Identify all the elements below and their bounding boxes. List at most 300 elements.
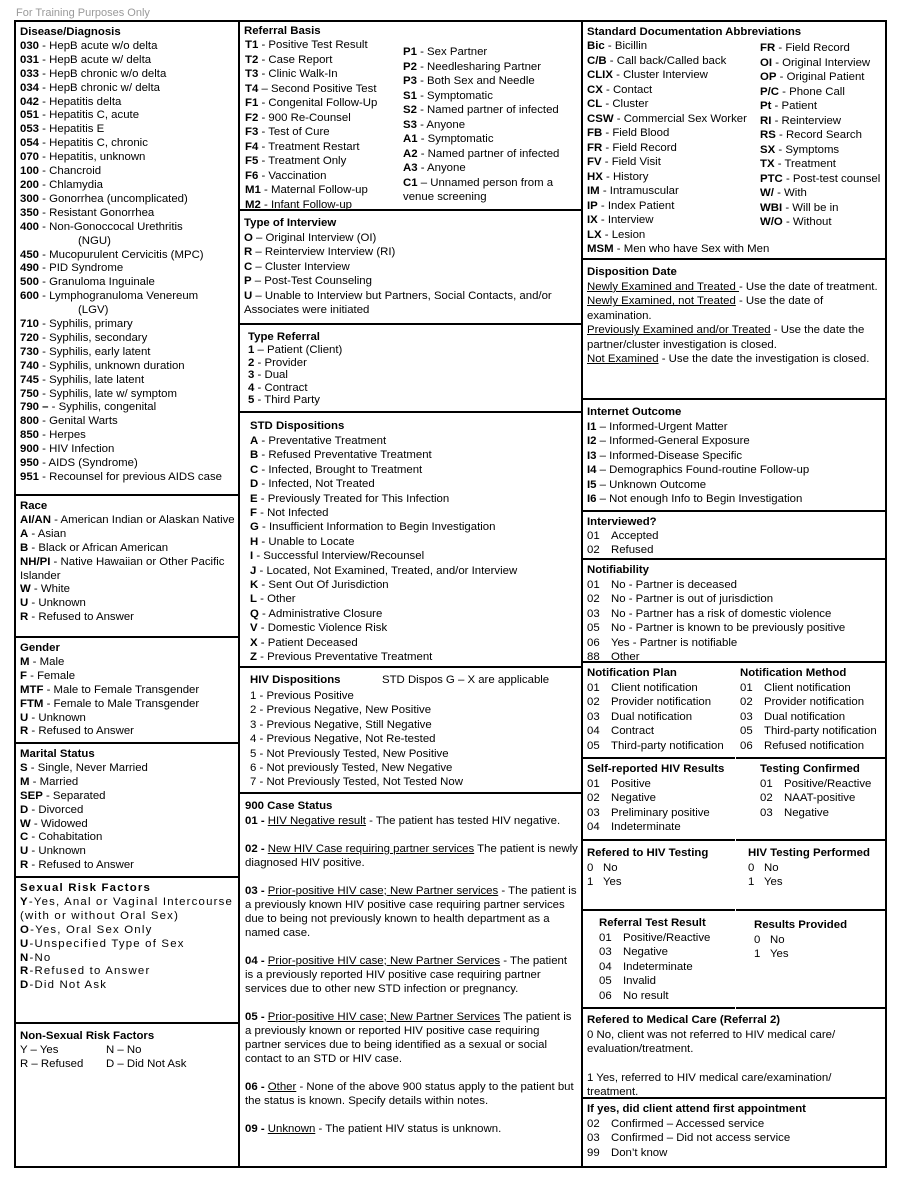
sexual-risk-label: Unspecified Type of Sex xyxy=(34,937,185,950)
disease-item: 100 - Chancroid xyxy=(20,165,102,178)
abbreviation-left-item: FV - Field Visit xyxy=(587,156,661,168)
std-disposition-code: V xyxy=(250,622,258,635)
notifiability-code: 02 xyxy=(587,593,600,606)
disease-code: 033 xyxy=(20,67,40,80)
sexual-risk-item: R-Refused to Answer xyxy=(20,965,151,978)
abbreviation-left-code: IX xyxy=(587,214,598,226)
referred-hiv-testing-label: No xyxy=(603,861,618,874)
std-disposition-item: X - Patient Deceased xyxy=(250,636,358,649)
referral-test-result-list xyxy=(599,931,735,1004)
case-900-code: 02 - xyxy=(245,842,268,855)
notifiability-section xyxy=(583,560,885,663)
reference-sheet xyxy=(14,20,887,1168)
disease-code: 200 xyxy=(20,178,40,191)
referral-basis-left-item: T1 - Positive Test Result xyxy=(245,39,368,51)
referral-basis-left-code: F5 xyxy=(245,155,259,167)
race-section xyxy=(16,496,238,638)
notifiability-label: Yes - Partner is notifiable xyxy=(611,636,738,649)
interviewed-item xyxy=(587,530,885,544)
gender-code: MTF xyxy=(20,683,44,696)
disease-item: 031 - HepB acute w/ delta xyxy=(20,53,152,66)
case-900-code: 05 - xyxy=(245,1010,268,1023)
abbreviation-right-item: WBI - Will be in xyxy=(760,201,839,214)
interviewed-title: Interviewed? xyxy=(587,516,657,528)
abbreviation-right-label: Treatment xyxy=(784,158,836,170)
sexual-risk-code: R xyxy=(20,965,30,978)
abbreviation-right-code: RI xyxy=(760,114,772,127)
disease-item: 720 - Syphilis, secondary xyxy=(20,331,148,344)
gender-label: Female xyxy=(37,669,76,682)
race-label: Black or African American xyxy=(38,541,169,554)
first-appointment-list xyxy=(587,1117,885,1161)
referral-basis-left-code: F3 xyxy=(245,126,259,138)
notifiability-item xyxy=(587,621,885,636)
std-disposition-code: X xyxy=(250,636,258,649)
disease-item: 051 - Hepatitis C, acute xyxy=(20,109,140,122)
disposition-date-desc: - Use the date of examination. xyxy=(587,295,824,322)
nonsexual-risk-section xyxy=(16,1024,238,1166)
case-900-item xyxy=(245,1122,578,1136)
marital-code: R xyxy=(20,859,29,872)
std-disposition-item: V - Domestic Violence Risk xyxy=(250,622,388,635)
abbreviation-left-code: FV xyxy=(587,156,602,168)
disease-code: 745 xyxy=(20,373,40,386)
case-900-desc: - None of the above 900 status apply to the patient but the status is known. Specify details within notes. xyxy=(245,1080,574,1107)
abbreviation-left-code: C/B xyxy=(587,54,607,67)
notifiability-item xyxy=(587,592,885,607)
disease-item: 400 - Non-Gonoccocal Urethritis xyxy=(20,220,183,233)
internet-outcome-section xyxy=(583,400,885,512)
type-referral-item: 4 - Contract xyxy=(248,381,308,394)
referral-basis-right-item: A2 - Named partner of infected xyxy=(403,147,560,160)
disease-label: HepB chronic w/o delta xyxy=(49,67,167,80)
testing-confirmed-label: Positive/Reactive xyxy=(784,777,872,790)
abbreviation-left-code: CSW xyxy=(587,112,614,125)
notification-plan-item xyxy=(587,739,735,754)
sexual-risk-item: Y-Yes, Anal or Vaginal Intercourse (with or without Oral Sex) xyxy=(20,895,234,922)
abbreviation-right-code: Pt xyxy=(760,100,772,112)
marital-code: W xyxy=(20,817,31,830)
race-label: Native Hawaiian or Other Pacific Islander xyxy=(20,555,225,582)
abbreviation-right-code: TX xyxy=(760,158,775,170)
first-appointment-item xyxy=(587,1117,885,1132)
abbreviation-left-code: Bic xyxy=(587,40,605,52)
testing-confirmed-title: Testing Confirmed xyxy=(760,763,860,775)
std-dispositions-list xyxy=(250,434,581,665)
notification-plan-code: 02 xyxy=(587,696,600,709)
marital-item: D - Divorced xyxy=(20,803,84,816)
nonsexual-risk-title: Non-Sexual Risk Factors xyxy=(20,1030,155,1042)
disease-item: 790 – - Syphilis, congenital xyxy=(20,401,157,414)
marital-label: Married xyxy=(39,775,79,788)
first-appointment-item xyxy=(587,1146,885,1161)
disease-item: 034 - HepB chronic w/ delta xyxy=(20,81,160,94)
disease-item: 053 - Hepatitis E xyxy=(20,123,105,136)
referral-test-result-section xyxy=(583,911,735,1009)
disease-item: 300 - Gonorrhea (uncomplicated) xyxy=(20,192,188,205)
disease-label: HepB chronic w/ delta xyxy=(49,81,160,94)
notification-plan-item xyxy=(587,710,735,725)
abbreviation-right-code: OP xyxy=(760,71,777,83)
hiv-testing-performed-list xyxy=(748,861,885,890)
case-900-code: 06 - xyxy=(245,1080,268,1093)
disease-code: 400 xyxy=(20,220,40,233)
abbreviation-right-item: Pt - Patient xyxy=(760,100,817,112)
abbreviation-left-item: FB - Field Blood xyxy=(587,127,670,139)
marital-item: W - Widowed xyxy=(20,817,88,830)
marital-label: Refused to Answer xyxy=(38,859,134,872)
std-disposition-code: G xyxy=(250,521,259,534)
gender-item: M - Male xyxy=(20,655,65,668)
disease-label: Chlamydia xyxy=(49,178,103,191)
abbreviation-left-label: Field Visit xyxy=(611,156,661,168)
disposition-date-item xyxy=(587,294,881,323)
std-dispositions-section xyxy=(240,413,581,668)
abbreviation-right-code: P/C xyxy=(760,85,779,98)
referral-basis-left-code: T2 xyxy=(245,53,259,66)
disease-label: Gonorrhea (uncomplicated) xyxy=(49,192,188,205)
case-900-list xyxy=(245,814,578,1136)
race-item: U - Unknown xyxy=(20,597,86,610)
hiv-dispositions-list xyxy=(250,689,581,790)
abbreviation-left-item: IP - Index Patient xyxy=(587,199,675,212)
referral-basis-right-code: S3 xyxy=(403,118,417,131)
nonsexual-refused: R – Refused xyxy=(20,1057,84,1070)
race-title: Race xyxy=(20,500,48,512)
std-disposition-code: B xyxy=(250,449,259,462)
disease-label: Syphilis, secondary xyxy=(49,331,148,344)
hiv-disposition-item: 6 - Not previously Tested, New Negative xyxy=(250,762,453,775)
results-provided-item xyxy=(754,947,885,962)
referral-basis-right-item: S2 - Named partner of infected xyxy=(403,104,559,116)
disposition-date-label: Not Examined xyxy=(587,353,659,366)
sexual-risk-item: U-Unspecified Type of Sex xyxy=(20,937,185,950)
race-code: B xyxy=(20,541,29,554)
race-label: American Indian or Alaskan Native xyxy=(60,513,235,526)
case-900-desc: - The patient is a previously reported HIV positive case requiring partner services due to other new STD infection or pregnancy. xyxy=(245,954,568,995)
notification-method-code: 06 xyxy=(740,739,753,752)
abbreviation-left-code: CX xyxy=(587,83,603,96)
race-item: NH/PI - Native Hawaiian or Other Pacific Islander xyxy=(20,555,225,582)
interviewed-list xyxy=(587,530,885,558)
disease-code: 500 xyxy=(20,276,40,289)
gender-section xyxy=(16,638,238,744)
disposition-date-desc: - Use the date of treatment. xyxy=(738,280,878,293)
abbreviation-left-item: CSW - Commercial Sex Worker xyxy=(587,112,747,125)
first-appointment-title: If yes, did client attend first appointment xyxy=(587,1103,806,1115)
disease-list xyxy=(20,40,238,485)
gender-item: U - Unknown xyxy=(20,711,86,724)
gender-item: MTF - Male to Female Transgender xyxy=(20,683,200,696)
referred-hiv-testing-code: 1 xyxy=(587,876,594,889)
case-900-desc: The patient is a previously known or reported HIV positive case requiring partner services due to being identified as a sexual or social contact to an STD or HIV case. xyxy=(245,1010,572,1065)
abbreviation-left-label: Cluster Interview xyxy=(623,69,708,81)
self-reported-hiv-label: Positive xyxy=(611,777,651,790)
referred-hiv-testing-list xyxy=(587,861,735,890)
notifiability-code: 05 xyxy=(587,622,600,635)
referral-basis-left-item: T4 – Second Positive Test xyxy=(245,82,377,95)
std-disposition-code: K xyxy=(250,579,259,592)
hiv-testing-performed-item xyxy=(748,875,885,890)
disease-item: 800 - Genital Warts xyxy=(20,415,118,428)
notification-plan-item xyxy=(587,724,735,739)
testing-confirmed-code: 02 xyxy=(760,792,773,805)
disease-item: 750 - Syphilis, late w/ symptom xyxy=(20,387,178,400)
race-item: B - Black or African American xyxy=(20,541,169,554)
referral-test-result-item xyxy=(599,989,735,1004)
self-reported-hiv-code: 01 xyxy=(587,777,600,790)
referral-basis-left-code: M1 xyxy=(245,184,261,196)
gender-item: R - Refused to Answer xyxy=(20,725,134,738)
referral-basis-right-code: A1 xyxy=(403,133,418,145)
first-appointment-code: 03 xyxy=(587,1132,600,1145)
abbreviation-left-code: FB xyxy=(587,127,603,139)
abbreviation-left-code: CL xyxy=(587,98,603,110)
marital-code: M xyxy=(20,775,30,788)
referral-basis-left-item: F6 - Vaccination xyxy=(245,169,327,182)
disease-item: 710 - Syphilis, primary xyxy=(20,318,133,331)
sexual-risk-label: Yes, Anal or Vaginal Intercourse (with or without Oral Sex) xyxy=(20,895,234,922)
race-code: R xyxy=(20,611,29,624)
referral-basis-right xyxy=(403,45,581,205)
first-appointment-code: 99 xyxy=(587,1146,600,1159)
abbreviation-left-label: Index Patient xyxy=(607,199,675,212)
abbreviation-left-label: Bicillin xyxy=(614,40,648,52)
referral-basis-left-item: F1 - Congenital Follow-Up xyxy=(245,97,378,109)
referred-hiv-testing-item xyxy=(587,861,735,876)
case-900-code: 09 - xyxy=(245,1122,268,1135)
std-disposition-item: J - Located, Not Examined, Treated, and/or Interview xyxy=(250,564,518,577)
abbreviations-section xyxy=(583,22,885,260)
abbreviation-right-label: Original Patient xyxy=(786,71,865,83)
notification-plan-code: 05 xyxy=(587,739,600,752)
gender-code: R xyxy=(20,725,29,738)
abbreviation-right-item: PTC - Post-test counsel xyxy=(760,172,881,185)
abbreviation-left-label: Lesion xyxy=(611,228,646,241)
abbreviation-left-item: IM - Intramuscular xyxy=(587,185,679,197)
disease-label: Hepatitis delta xyxy=(49,95,122,108)
notification-plan-label: Provider notification xyxy=(611,696,712,709)
disease-code: 350 xyxy=(20,206,40,219)
hiv-testing-performed-item xyxy=(748,861,885,876)
referral-basis-right-item: A1 - Symptomatic xyxy=(403,133,494,145)
std-disposition-item: D - Infected, Not Treated xyxy=(250,478,375,491)
sexual-risk-item: D-Did Not Ask xyxy=(20,979,108,992)
disease-item: 900 - HIV Infection xyxy=(20,443,115,456)
abbreviation-right-code: OI xyxy=(760,56,773,69)
marital-code: S xyxy=(20,761,28,774)
abbreviation-right-code: W/ xyxy=(760,187,774,199)
sexual-risk-code: U xyxy=(20,937,30,950)
referral-basis-right-code: P2 xyxy=(403,60,417,73)
referral-test-result-item xyxy=(599,974,735,989)
sexual-risk-label: Did Not Ask xyxy=(34,979,108,992)
notifiability-label: No - Partner is out of jurisdiction xyxy=(611,593,774,606)
abbreviation-left-item: Bic - Bicillin xyxy=(587,40,648,52)
notifiability-label: No - Partner is known to be previously positive xyxy=(611,622,846,635)
disease-label: Syphilis, late latent xyxy=(49,373,145,386)
sexual-risk-item: O-Yes, Oral Sex Only xyxy=(20,923,153,936)
disease-label: Lymphogranuloma Venereum xyxy=(49,290,199,303)
disease-label: Genital Warts xyxy=(49,415,118,428)
disease-code: 850 xyxy=(20,429,40,442)
disease-item: 033 - HepB chronic w/o delta xyxy=(20,67,167,80)
referral-basis-right-code: C1 xyxy=(403,176,418,189)
gender-item: FTM - Female to Male Transgender xyxy=(20,697,200,710)
std-disposition-item: Z - Previous Preventative Treatment xyxy=(250,651,433,664)
notification-plan-item xyxy=(587,695,735,710)
case-900-code: 03 - xyxy=(245,884,268,897)
race-code: W xyxy=(20,583,31,596)
sexual-risk-title: Sexual Risk Factors xyxy=(20,882,152,894)
abbreviation-left-code: MSM xyxy=(587,243,614,255)
abbreviation-right-code: W/O xyxy=(760,216,783,228)
hiv-testing-performed-code: 1 xyxy=(748,876,755,889)
referred-hiv-testing-item xyxy=(587,875,735,890)
first-appointment-item xyxy=(587,1131,885,1146)
abbreviation-right-label: Field Record xyxy=(785,42,850,54)
disease-item: 042 - Hepatitis delta xyxy=(20,95,122,108)
notifiability-label: No - Partner has a risk of domestic violence xyxy=(611,607,832,620)
self-reported-hiv-item xyxy=(587,791,735,806)
disease-code: 720 xyxy=(20,331,40,344)
disease-label: HepB acute w/ delta xyxy=(49,53,152,66)
disease-code: 750 xyxy=(20,387,40,400)
disease-item: 850 - Herpes xyxy=(20,429,86,442)
disposition-date-label: Newly Examined, not Treated xyxy=(587,295,736,308)
marital-code: D xyxy=(20,803,29,816)
referral-basis-left-item: F4 - Treatment Restart xyxy=(245,140,360,153)
interview-type-list xyxy=(244,231,581,318)
abbreviation-left-label: Field Blood xyxy=(612,127,670,139)
hiv-testing-performed-section xyxy=(736,841,885,911)
type-referral-item: 2 - Provider xyxy=(248,356,307,369)
results-provided-code: 0 xyxy=(754,933,761,946)
marital-code: SEP xyxy=(20,789,43,802)
sexual-risk-label: Yes, Oral Sex Only xyxy=(35,923,153,936)
disease-item: 730 - Syphilis, early latent xyxy=(20,345,151,358)
abbreviation-right-item: OP - Original Patient xyxy=(760,71,865,83)
abbreviation-left-item: CL - Cluster xyxy=(587,98,649,110)
std-disposition-code: E xyxy=(250,492,258,505)
self-reported-hiv-code: 04 xyxy=(587,821,600,834)
first-appointment-label: Confirmed – Accessed service xyxy=(611,1117,765,1130)
notification-plan-code: 01 xyxy=(587,681,600,694)
sexual-risk-label: No xyxy=(34,951,52,964)
gender-list xyxy=(20,656,238,739)
notifiability-code: 88 xyxy=(587,651,600,664)
disease-label: Hepatitis C, chronic xyxy=(49,137,148,150)
abbreviation-right-code: FR xyxy=(760,42,776,54)
abbreviation-right-label: Without xyxy=(792,216,832,228)
marital-label: Widowed xyxy=(40,817,88,830)
std-disposition-item: Q - Administrative Closure xyxy=(250,607,383,620)
disease-item: 030 - HepB acute w/o delta xyxy=(20,39,158,52)
nonsexual-yes: Y – Yes xyxy=(20,1043,59,1056)
std-disposition-code: C xyxy=(250,463,259,476)
results-provided-item xyxy=(754,933,885,948)
abbreviation-right-code: PTC xyxy=(760,172,783,185)
self-reported-hiv-code: 03 xyxy=(587,806,600,819)
disease-item: 950 - AIDS (Syndrome) xyxy=(20,457,138,470)
interviewed-code: 02 xyxy=(587,543,600,556)
interview-type-item: R – Reinterview Interview (RI) xyxy=(244,246,396,259)
abbreviation-right-item: TX - Treatment xyxy=(760,158,836,170)
notification-method-label: Dual notification xyxy=(764,710,846,723)
marital-label: Unknown xyxy=(38,845,86,858)
disease-code: 950 xyxy=(20,457,40,470)
interviewed-code: 01 xyxy=(587,529,600,542)
gender-code: U xyxy=(20,711,29,724)
abbreviation-left-code: CLIX xyxy=(587,69,613,81)
disposition-date-item xyxy=(587,323,881,352)
sexual-risk-item: N-No xyxy=(20,951,52,964)
disease-code: 042 xyxy=(20,95,40,108)
hiv-disposition-item: 5 - Not Previously Tested, New Positive xyxy=(250,747,449,760)
disease-label: Herpes xyxy=(49,429,86,442)
referral-basis-left-code: T3 xyxy=(245,68,259,80)
hiv-dispositions-note: STD Dispos G – X are applicable xyxy=(382,674,550,686)
self-reported-hiv-item xyxy=(587,820,735,835)
self-reported-hiv-list xyxy=(587,777,735,835)
abbreviation-right-label: Post-test counsel xyxy=(792,172,881,185)
internet-outcome-code: I5 xyxy=(587,478,597,491)
referred-hiv-testing-title: Refered to HIV Testing xyxy=(587,847,709,859)
disease-code: 053 xyxy=(20,123,40,136)
hiv-disposition-item: 1 - Previous Positive xyxy=(250,690,354,702)
abbreviation-left-label: Field Record xyxy=(612,141,677,154)
race-code: AI/AN xyxy=(20,513,52,526)
disease-code: 070 xyxy=(20,151,40,164)
disease-item: 951 - Recounsel for previous AIDS case xyxy=(20,471,222,483)
disease-label: Syphilis, early latent xyxy=(49,345,151,358)
hiv-disposition-item: 2 - Previous Negative, New Positive xyxy=(250,704,432,717)
medical-care-item: 1 Yes, referred to HIV medical care/examination/ treatment. xyxy=(587,1071,832,1099)
abbreviation-right-label: Symptoms xyxy=(785,143,840,156)
race-item: A - Asian xyxy=(20,527,67,540)
internet-outcome-list xyxy=(587,420,885,507)
abbreviation-right-item: SX - Symptoms xyxy=(760,143,840,156)
referral-basis-right-code: A2 xyxy=(403,147,418,160)
race-item: AI/AN - American Indian or Alaskan Native xyxy=(20,513,235,526)
referral-basis-left-code: T1 xyxy=(245,39,259,51)
referral-basis-right-item: P2 - Needlesharing Partner xyxy=(403,60,542,73)
referral-test-result-label: Positive/Reactive xyxy=(623,931,711,944)
referral-basis-left-item: F2 - 900 Re-Counsel xyxy=(245,111,351,124)
interview-type-section xyxy=(240,211,581,325)
notifiability-title: Notifiability xyxy=(587,564,650,576)
testing-confirmed-label: NAAT-positive xyxy=(784,792,856,805)
disease-label: HIV Infection xyxy=(49,443,115,456)
column-right xyxy=(583,22,885,1166)
self-reported-hiv-label: Preliminary positive xyxy=(611,806,710,819)
interview-type-code: U xyxy=(244,289,253,302)
internet-outcome-item: I4 – Demographics Found-routine Follow-up xyxy=(587,464,810,477)
internet-outcome-code: I1 xyxy=(587,420,597,433)
disease-item: 054 - Hepatitis C, chronic xyxy=(20,137,148,150)
interviewed-label: Refused xyxy=(611,543,654,556)
referral-test-result-item xyxy=(599,960,735,975)
std-disposition-code: A xyxy=(250,435,259,447)
disease-item: 500 - Granuloma Inguinale xyxy=(20,276,155,289)
abbreviation-right-item: RS - Record Search xyxy=(760,129,862,141)
referral-test-result-item xyxy=(599,931,735,946)
abbreviation-left-code: LX xyxy=(587,228,602,241)
type-referral-item: 5 - Third Party xyxy=(248,394,320,406)
std-disposition-item: G - Insufficient Information to Begin Investigation xyxy=(250,521,496,534)
abbreviation-left-item: IX - Interview xyxy=(587,214,654,226)
gender-code: F xyxy=(20,669,27,682)
